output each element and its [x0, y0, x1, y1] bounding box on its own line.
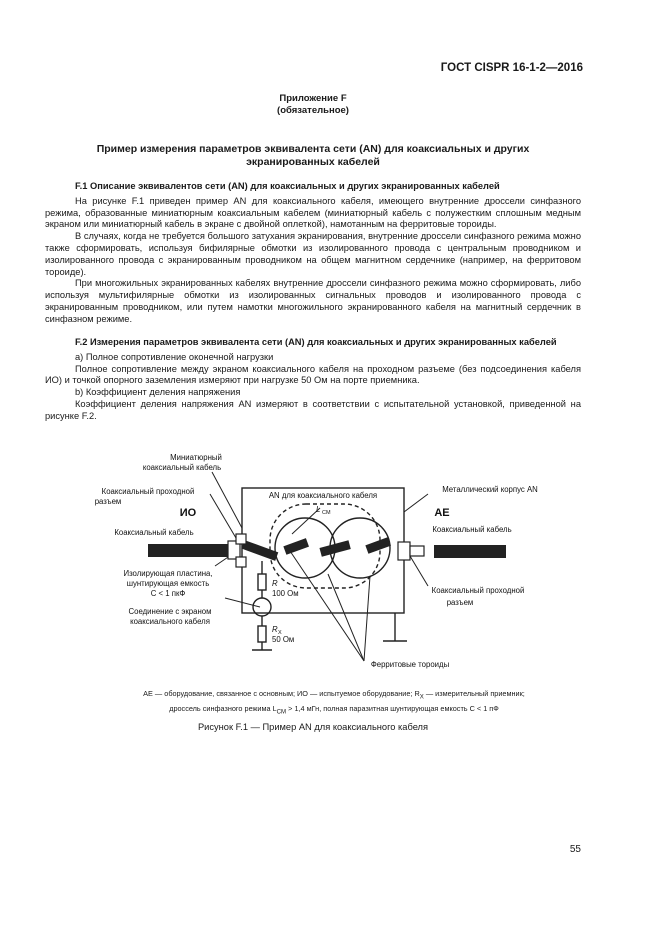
label-lcm: L [316, 505, 321, 514]
label-insul-3: С < 1 пкФ [150, 589, 186, 598]
label-lcm-sub: CM [322, 510, 331, 516]
figure-note-line2: дроссель синфазного режима $L_{CM} > 1,4$ мГн, полная паразитная шунтирующая емкость С < 1 пФ [169, 704, 499, 716]
label-feedthrough-left-2: разъем [94, 497, 122, 506]
figure-note-line1: AE — оборудование, связанное с основным; ИО — испытуемое оборудование; $R_X$ — измерительный приемник; [143, 689, 525, 701]
label-ferrite: Ферритовые тороиды [370, 660, 450, 669]
standard-header: ГОСТ CISPR 16-1-2—2016 [440, 62, 583, 74]
label-coax-left: Коаксиальный кабель [114, 528, 194, 537]
appendix-title: Приложение F [279, 93, 347, 104]
label-mini-cable-2: коаксиальный кабель [142, 463, 222, 472]
section-f1-heading: F.1 Описание эквивалентов сети (AN) для коаксиальных и других экранированных кабелей [75, 181, 500, 191]
label-an-box: AN для коаксиального кабеля [268, 491, 378, 500]
label-feedthrough-right-1: Коаксиальный проходной [431, 586, 525, 595]
feedthrough-connector-right [398, 542, 410, 560]
document-title [45, 143, 581, 169]
document-title-line1: Пример измерения параметров эквивалента сети (AN) для коаксиальных и других [96, 143, 530, 155]
figure-caption: Рисунок F.1 — Пример AN для коаксиального кабеля [197, 722, 429, 732]
label-metal-case: Металлический корпус AN [442, 485, 538, 494]
page-number: 55 [569, 844, 581, 855]
section-f1 [45, 181, 581, 326]
label-coax-right: Коаксиальный кабель [432, 525, 512, 534]
leader-feedthrough-right [410, 556, 428, 586]
leader-feedthrough-left [210, 494, 236, 538]
figure-note [84, 688, 584, 719]
label-rx-sub: X [278, 630, 282, 636]
label-ae: AE [434, 507, 450, 519]
inner-cable-1 [283, 538, 309, 555]
an-coax-diagram [70, 446, 590, 678]
label-rx: R [272, 625, 278, 634]
section-f2-item-b: b) Коэффициент деления напряжения [75, 387, 241, 398]
resistor-rx [258, 626, 266, 642]
label-insul-1: Изолирующая пластина, [123, 569, 213, 578]
inner-cable-0 [241, 540, 278, 561]
label-r-value: 100 Ом [272, 589, 299, 598]
section-f2-paragraph-a: Полное сопротивление между экраном коаксиального кабеля на проходном разъеме (без подсоединения кабеля ИО) и точкой опорного заземления измеряют при нагрузке 50 Ом на порте приемника. [45, 363, 581, 386]
inner-cable-3 [365, 537, 391, 554]
section-f1-paragraph-1: На рисунке F.1 приведен пример AN для коаксиального кабеля, имеющего внутренние дроссели синфазного режима, образованные миниатюрным коаксиальным кабелем (миниатюрный кабель с полужестким сплошным медным экраном или миниатюрный кабель в экране с двойной оплеткой), намотанным на ферритовые тороиды. [45, 195, 581, 230]
coax-cable-right [434, 545, 506, 558]
section-f1-paragraph-3: При многожильных экранированных кабелях внутренние дроссели синфазного режима можно сформировать, либо используя мультифилярные обмотки из изолированных сигнальных проводов и изолированного провода с экранированным проводником, или путем намотки многожильного экранированного кабеля на магнитный сердечник в синфазном режиме. [45, 278, 581, 324]
leader-ferrite-1 [328, 574, 364, 661]
label-insul-2: шунтирующая емкость [126, 579, 210, 588]
appendix-status: (обязательное) [277, 105, 349, 116]
section-f2-heading: F.2 Измерения параметров эквивалента сети (AN) для коаксиальных и других экранированных кабелей [75, 337, 557, 347]
coax-cable-left [148, 544, 228, 557]
section-f2-item-a: a) Полное сопротивление оконечной нагрузки [75, 351, 274, 362]
label-eut: ИО [179, 507, 197, 519]
section-f2 [45, 337, 581, 423]
feedthrough-right-plug [410, 546, 424, 556]
leader-ferrite-2 [364, 576, 370, 661]
document-title-line2: экранированных кабелей [246, 156, 380, 168]
label-rx-value: 50 Ом [272, 635, 295, 644]
label-feedthrough-left-1: Коаксиальный проходной [101, 487, 195, 496]
leader-mini-cable [212, 472, 242, 528]
section-f1-paragraph-2: В случаях, когда не требуется большого затухания экранирования, внутренние дроссели синфазного режима можно также сформировать, используя бифилярные обмотки из изолированного провода с центральным проводником и изолированного провода с экранированным проводником на общем магнитном сердечнике (например, на ферритовом тороиде). [45, 231, 581, 277]
insul-plate-bottom [236, 557, 246, 567]
leader-metal-case [404, 494, 428, 512]
resistor-r [258, 574, 266, 590]
label-shield-2: коаксиального кабеля [130, 617, 210, 626]
label-mini-cable-1: Миниатюрный [170, 453, 222, 462]
appendix-heading [45, 93, 581, 117]
insul-plate-top [236, 534, 246, 544]
label-feedthrough-right-2: разъем [446, 598, 474, 607]
label-r: R [272, 579, 278, 588]
section-f2-paragraph-b: Коэффициент деления напряжения AN измеряют в соответствии с испытательной установкой, приведенной на рисунке F.2. [45, 398, 581, 421]
label-shield-1: Соединение с экраном [128, 607, 212, 616]
